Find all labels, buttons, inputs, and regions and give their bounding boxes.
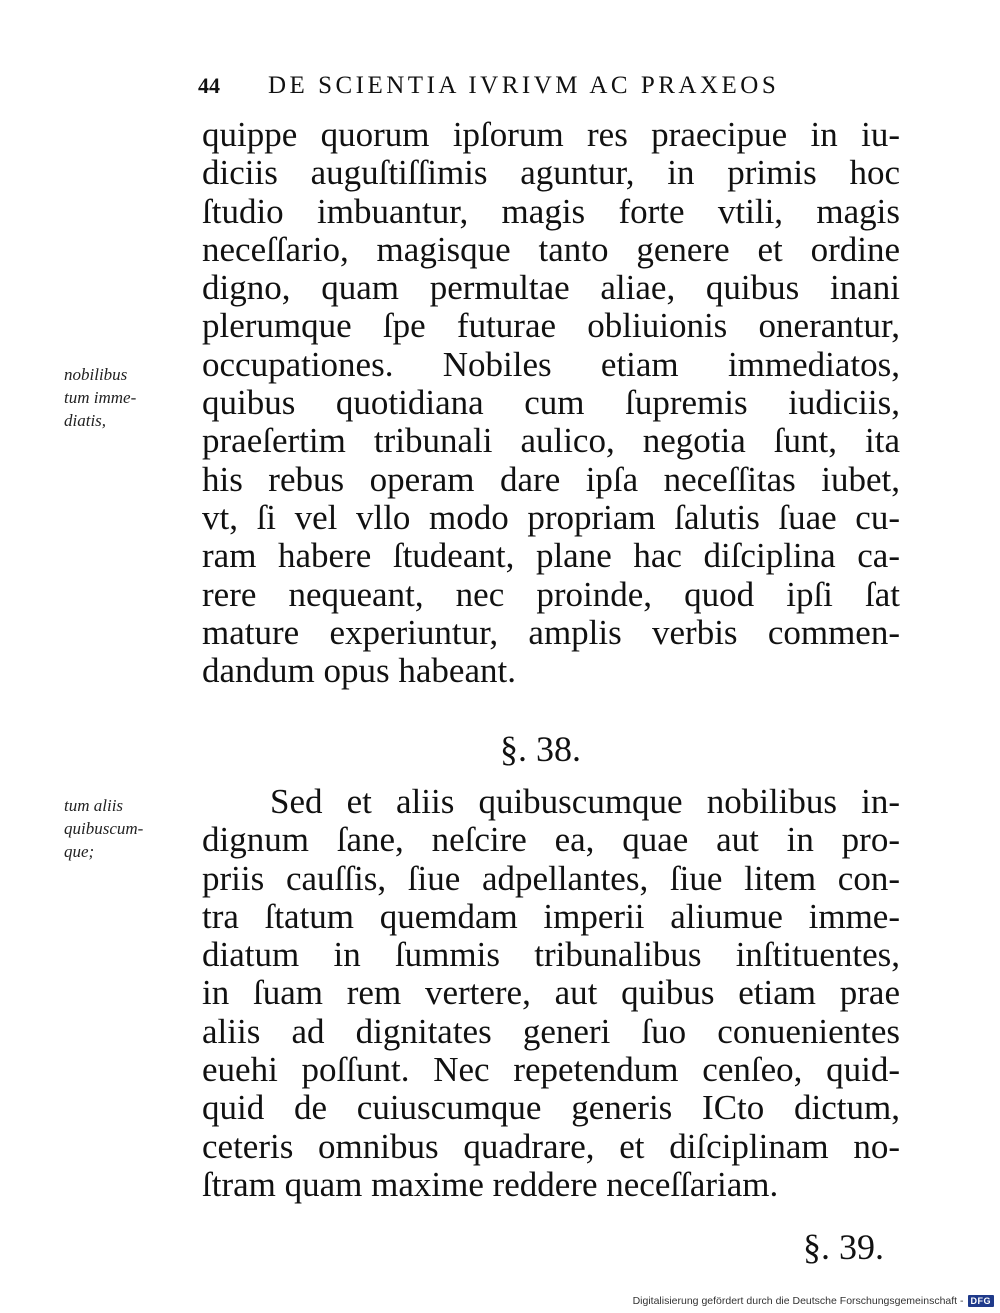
marginal-note-line: tum imme- (64, 388, 137, 407)
text-line: ſtram quam maxime reddere neceſſariam. (202, 1164, 779, 1204)
digitization-credit (633, 1295, 994, 1307)
text-line: rere nequeant, nec proinde, quod ipſi ſat (202, 574, 900, 614)
section-heading-39: §. 39. (803, 1227, 884, 1267)
text-line: vt, ſi vel vllo modo propriam ſalutis ſuae cu- (202, 497, 900, 537)
text-line: in ſuam rem vertere, aut quibus etiam prae (202, 973, 900, 1013)
text-line: plerumque ſpe futurae obliuionis onerantur, (202, 306, 900, 346)
section-heading-38: §. 38. (500, 729, 581, 769)
marginal-note-nobilibus (64, 363, 136, 432)
credit-text: Digitalisierung gefördert durch die Deutsche Forschungsgemeinschaft - (632, 1295, 964, 1307)
text-line: quid de cuiuscumque generis ICto dictum, (202, 1088, 900, 1128)
running-title: DE SCIENTIA IVRIVM AC PRAXEOS (268, 72, 780, 99)
text-line: dandum opus habeant. (202, 651, 516, 691)
text-line: aliis ad dignitates generi ſuo conuenientes (202, 1011, 900, 1051)
body-text-block-1 (202, 116, 900, 690)
text-line: diciis auguſtiſſimis aguntur, in primis hoc (202, 153, 900, 193)
text-line: Sed et aliis quibuscumque nobilibus in- (270, 782, 900, 821)
marginal-note-line: diatis, (64, 411, 107, 430)
text-line: priis cauſſis, ſiue adpellantes, ſiue litem con- (202, 858, 900, 898)
text-line: his rebus operam dare ipſa neceſſitas iubet, (202, 459, 900, 499)
text-line: digno, quam permultae aliae, quibus inani (202, 268, 900, 308)
marginal-note-line: nobilibus (64, 365, 128, 384)
text-line: praeſertim tribunali aulico, negotia ſunt, ita (202, 421, 900, 461)
text-line: euehi poſſunt. Nec repetendum cenſeo, quid- (202, 1050, 900, 1090)
text-line: mature experiuntur, amplis verbis commen- (202, 612, 900, 652)
text-line: ceteris omnibus quadrare, et diſciplinam no- (202, 1126, 900, 1166)
marginal-note-line: que; (64, 842, 95, 861)
body-text-block-2 (202, 783, 900, 1204)
page-number: 44 (198, 73, 220, 98)
dfg-logo-icon: DFG (968, 1295, 995, 1307)
text-line: diatum in ſummis tribunalibus inſtituentes, (202, 935, 900, 975)
marginal-note-line: quibuscum- (64, 819, 144, 838)
marginal-note-line: tum aliis (64, 796, 124, 815)
marginal-note-tum-aliis (64, 794, 143, 863)
text-line: tra ſtatum quemdam imperii aliumue imme- (202, 896, 900, 936)
running-header (198, 72, 779, 100)
text-line: neceſſario, magisque tanto genere et ordine (202, 229, 900, 269)
text-line: ram habere ſtudeant, plane hac diſciplina ca- (202, 536, 900, 576)
text-line: dignum ſane, neſcire ea, quae aut in pro- (202, 820, 900, 860)
text-line: ſtudio imbuantur, magis forte vtili, magis (202, 191, 900, 231)
text-line: quibus quotidiana cum ſupremis iudiciis, (202, 383, 900, 423)
text-line: occupationes. Nobiles etiam immediatos, (202, 344, 900, 384)
text-line: quippe quorum ipſorum res praecipue in iu- (202, 115, 900, 154)
